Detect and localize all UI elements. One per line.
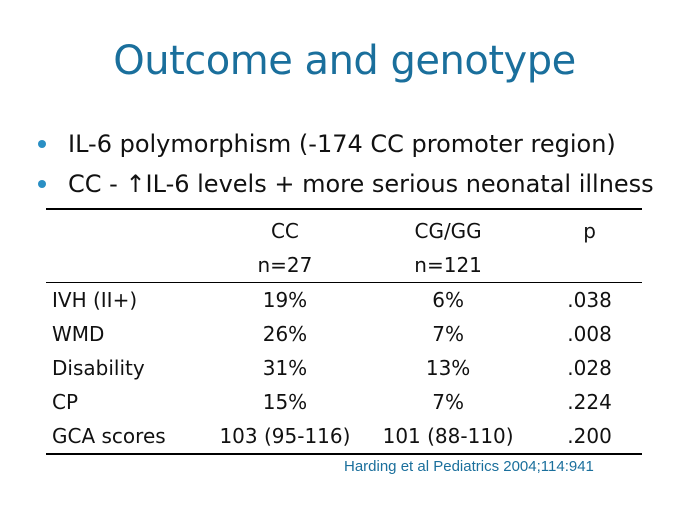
bullet-item bbox=[38, 124, 678, 164]
table-row bbox=[46, 317, 642, 351]
bullet-prefix: CC - bbox=[68, 170, 126, 198]
table-cell: 7% bbox=[432, 322, 464, 346]
table-cell: 103 (95-116) bbox=[211, 419, 359, 454]
table-cell: 6% bbox=[432, 288, 464, 312]
table-cell: IVH (II+) bbox=[52, 288, 138, 312]
header-cell: CC bbox=[211, 209, 359, 248]
header-cell: CG/GG bbox=[359, 209, 537, 248]
header-cell: n=121 bbox=[359, 248, 537, 283]
table-cell: .008 bbox=[567, 322, 612, 346]
bullet-text: IL-6 levels + more serious neonatal illness bbox=[145, 170, 654, 198]
table-header-row bbox=[46, 248, 642, 283]
header-cell: p bbox=[537, 209, 642, 248]
table-cell: .200 bbox=[537, 419, 642, 454]
bullet-item bbox=[38, 164, 678, 204]
table-cell: 26% bbox=[262, 322, 308, 346]
table-cell: 7% bbox=[432, 390, 464, 414]
table-cell: 15% bbox=[262, 390, 308, 414]
table-row bbox=[46, 283, 642, 318]
table-cell: 31% bbox=[262, 356, 308, 380]
table-cell: 101 (88-110) bbox=[359, 419, 537, 454]
table-cell: 13% bbox=[425, 356, 471, 380]
table-cell: Disability bbox=[52, 356, 145, 380]
header-cell bbox=[46, 209, 211, 248]
table-cell: CP bbox=[52, 390, 79, 414]
table-cell: .038 bbox=[567, 288, 612, 312]
up-arrow-icon: ↑ bbox=[125, 170, 146, 198]
table-row bbox=[46, 351, 642, 385]
bullet-dot-icon bbox=[38, 180, 46, 188]
header-cell bbox=[46, 248, 211, 283]
slide-title: Outcome and genotype bbox=[113, 38, 576, 84]
table-cell: 19% bbox=[262, 288, 308, 312]
table-cell: WMD bbox=[52, 322, 105, 346]
bullet-list bbox=[38, 124, 678, 204]
table-row bbox=[46, 419, 642, 454]
table-row bbox=[46, 385, 642, 419]
bullet-dot-icon bbox=[38, 140, 46, 148]
results-table bbox=[46, 208, 642, 455]
citation: Harding et al Pediatrics 2004;114:941 bbox=[344, 458, 594, 475]
header-cell bbox=[537, 248, 642, 283]
table-cell: .224 bbox=[567, 390, 612, 414]
header-cell: n=27 bbox=[211, 248, 359, 283]
table-cell: GCA scores bbox=[46, 419, 211, 454]
table-header-row bbox=[46, 209, 642, 248]
table-cell: .028 bbox=[567, 356, 612, 380]
bullet-text: IL-6 polymorphism (-174 CC promoter region) bbox=[68, 130, 616, 158]
